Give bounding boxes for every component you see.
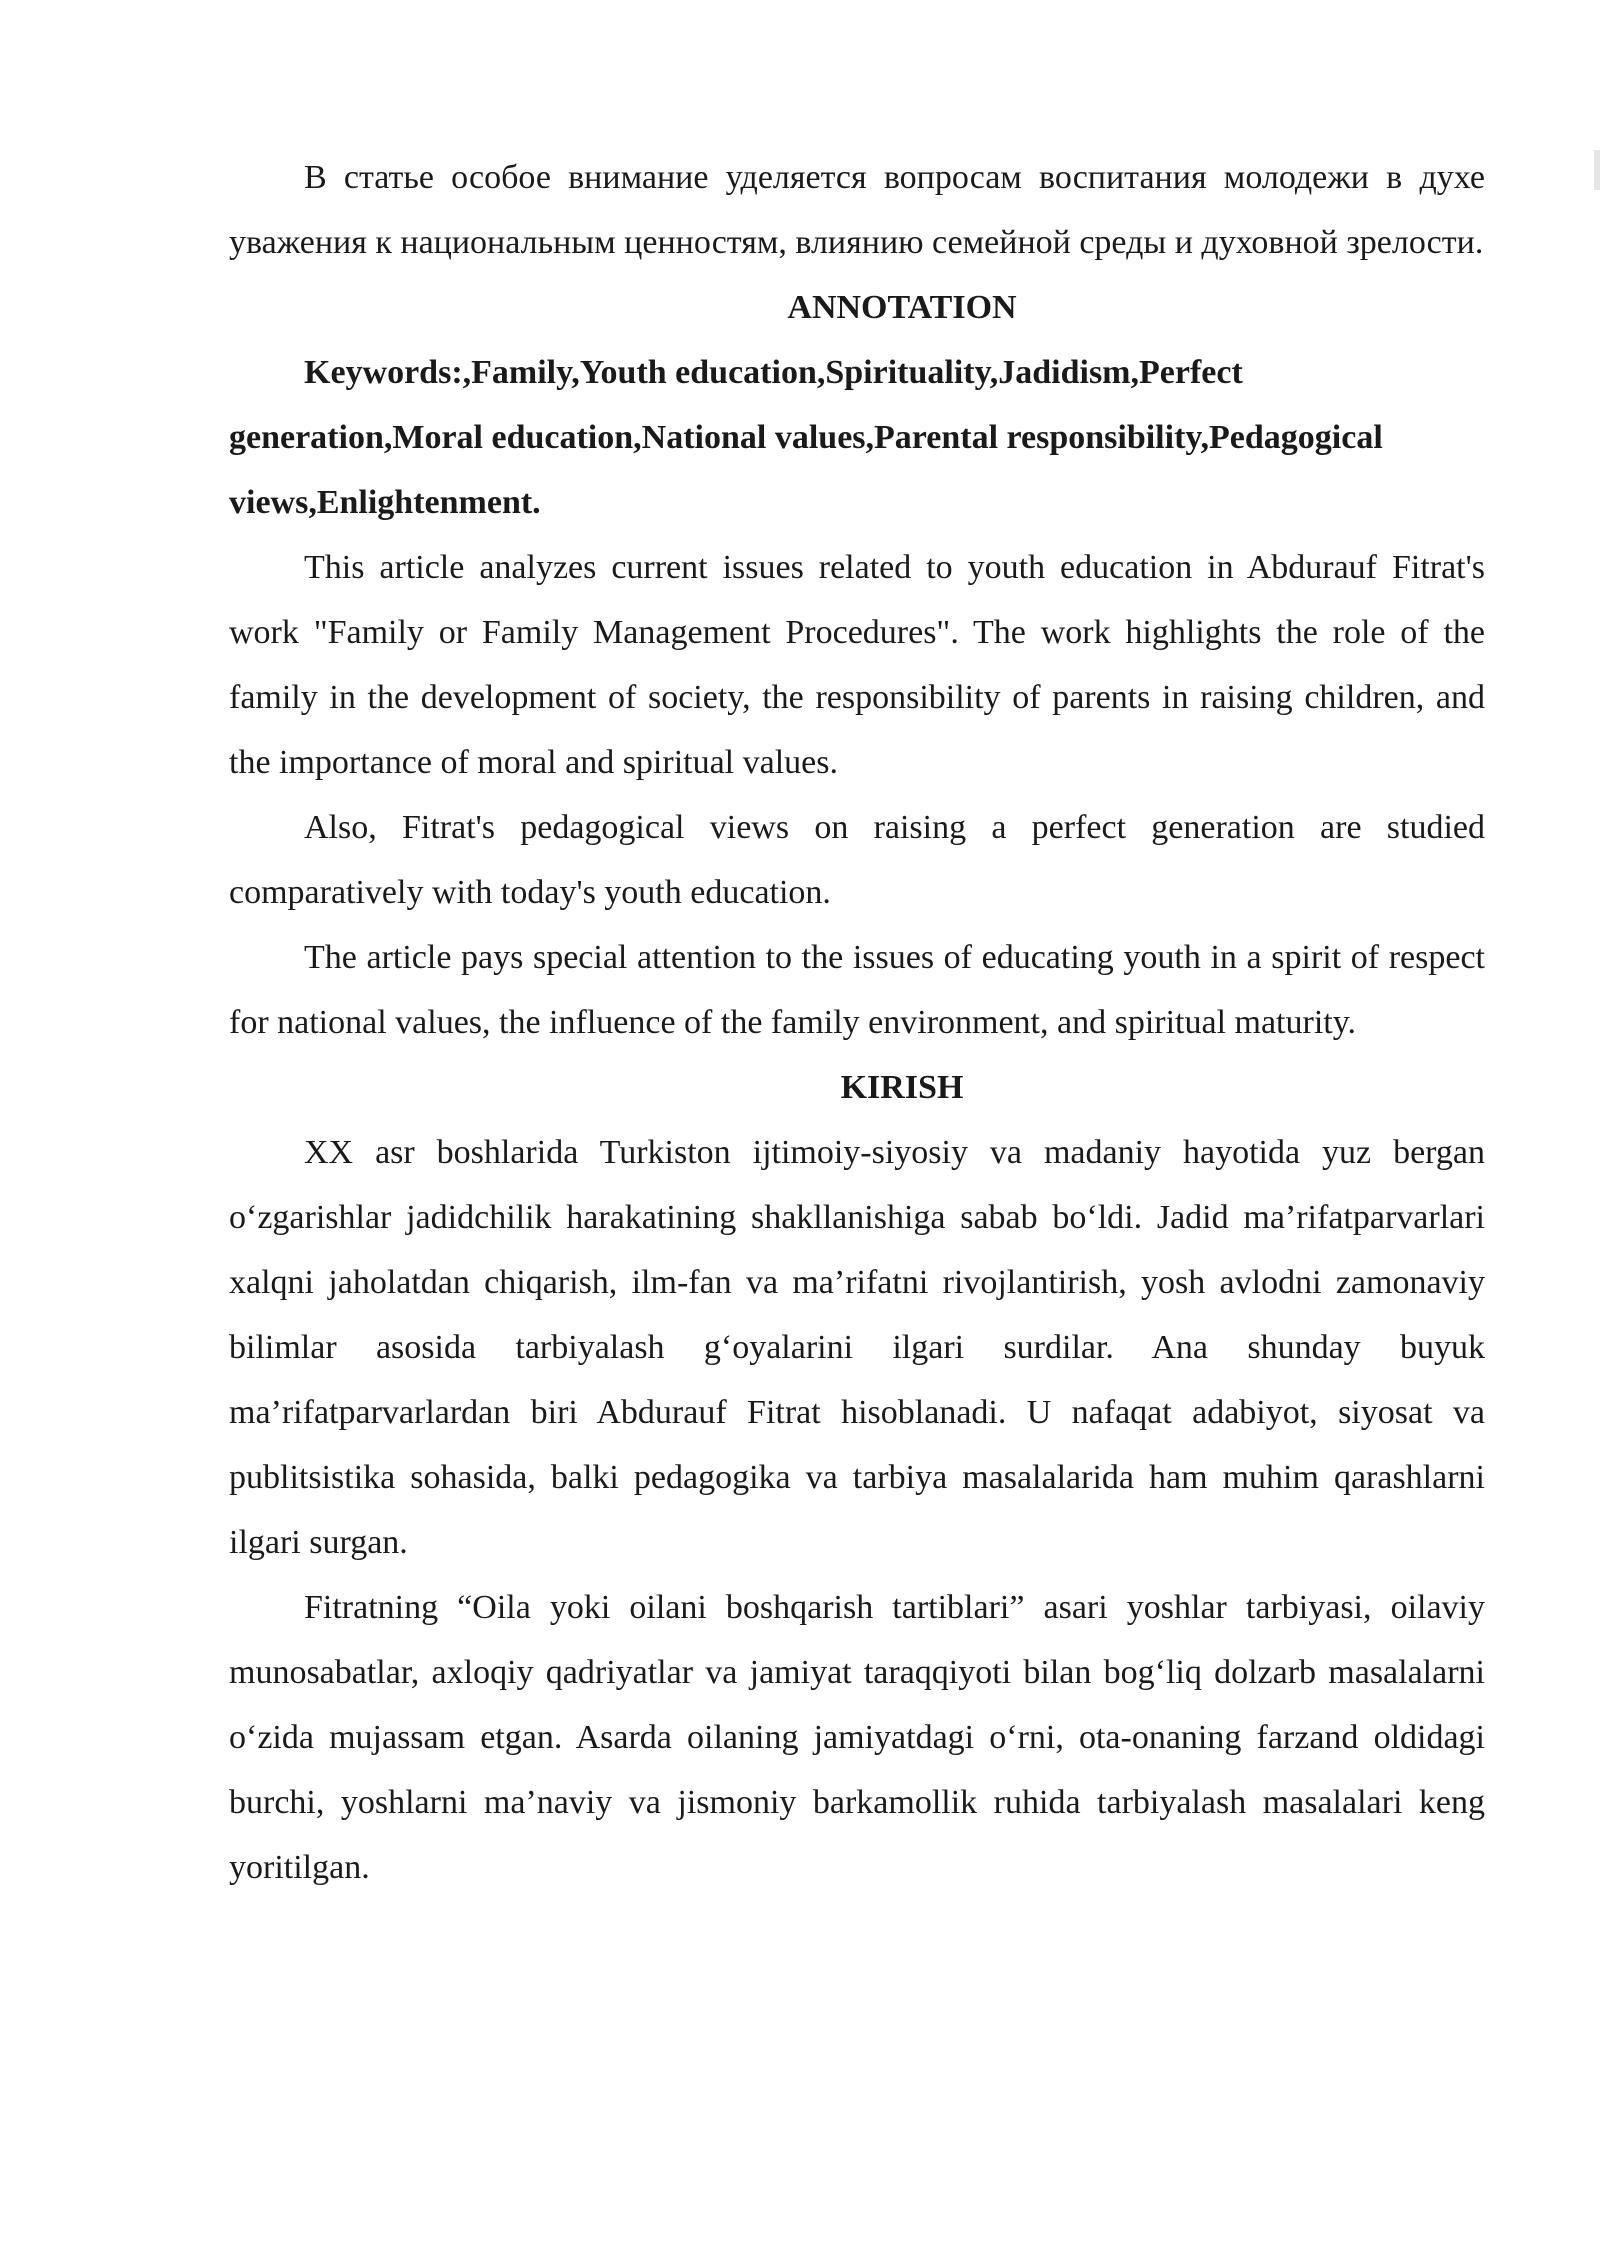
- kirish-heading: KIRISH: [840, 1069, 964, 1106]
- introduction-paragraph-2: Fitratning “Oila yoki oilani boshqarish tartiblari” asari yoshlar tarbiyasi, oilaviy munosabatlar, axloqiy qadriyatlar va jamiyat taraqqiyoti bilan bog‘liq dolzarb masalalarni o‘zida mujassam etgan. Asarda oilaning jamiyatdagi o‘rni, ota-onaning farzand oldidagi burchi, yoshlarni ma’naviy va jismoniy barkamollik ruhida tarbiyalash masalalari keng yoritilgan.: [229, 1589, 1485, 1886]
- annotation-paragraph-1: This article analyzes current issues related to youth education in Abdurauf Fitrat's work "Family or Family Management Procedures". The work highlights the role of the family in the development of society, the responsibility of parents in raising children, and the importance of moral and spiritual values.: [229, 549, 1485, 781]
- annotation-heading: ANNOTATION: [787, 289, 1017, 326]
- introduction-paragraph-1: XX asr boshlarida Turkiston ijtimoiy-siyosiy va madaniy hayotida yuz bergan o‘zgarishlar jadidchilik harakatining shakllanishiga sabab bo‘ldi. Jadid ma’rifatparvarlari xalqni jaholatdan chiqarish, ilm-fan va ma’rifatni rivojlantirish, yosh avlodni zamonaviy bilimlar asosida tarbiyalash g‘oyalarini ilgari surdilar. Ana shunday buyuk ma’rifatparvarlardan biri Abdurauf Fitrat hisoblanadi. U nafaqat adabiyot, siyosat va publitsistika sohasida, balki pedagogika va tarbiya masalalarida ham muhim qarashlarni ilgari surgan.: [229, 1134, 1485, 1561]
- document-body: [229, 145, 1485, 1900]
- russian-summary-paragraph: В статье особое внимание уделяется вопросам воспитания молодежи в духе уважения к национальным ценностям, влиянию семейной среды и духовной зрелости.: [229, 159, 1485, 261]
- keywords-paragraph: Keywords:,Family,Youth education,Spirituality,Jadidism,Perfect generation,Moral education,National values,Parental responsibility,Pedagogical views,Enlightenment.: [229, 354, 1383, 521]
- annotation-paragraph-3: The article pays special attention to the issues of educating youth in a spirit of respect for national values, the influence of the family environment, and spiritual maturity.: [229, 939, 1485, 1041]
- annotation-paragraph-2: Also, Fitrat's pedagogical views on raising a perfect generation are studied comparatively with today's youth education.: [229, 809, 1485, 911]
- page-edge-mark: [1594, 150, 1600, 190]
